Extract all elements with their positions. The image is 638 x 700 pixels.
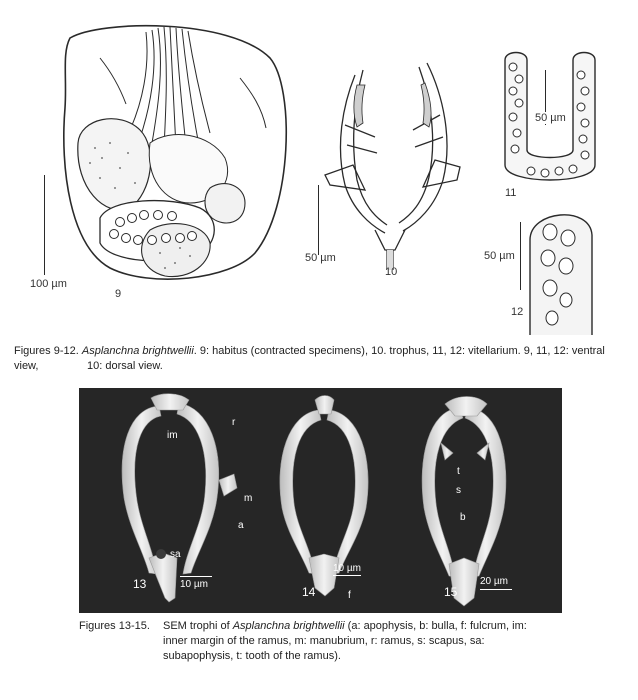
caption-line1-rest: (a: apophysis, b: bulla, f: fulcrum, im: bbox=[347, 620, 527, 632]
panel-label-13: 13 bbox=[133, 577, 147, 591]
scale-bar-20um-fig15 bbox=[480, 589, 512, 590]
scale-bar-100um bbox=[44, 175, 45, 275]
caption-intro: SEM trophi of bbox=[163, 620, 230, 632]
label-inner-margin-13: im bbox=[167, 430, 178, 441]
scale-label-50um-fig10: 50 µm bbox=[305, 252, 336, 264]
panel-label-15: 15 bbox=[444, 585, 458, 599]
panel-label-9: 9 bbox=[115, 288, 122, 300]
caption-line2: inner margin of the ramus, m: manubrium, r: ramus, s: scapus, sa: bbox=[163, 635, 485, 647]
scale-label-20um-fig15: 20 µm bbox=[480, 576, 508, 587]
scale-bar-10um-fig13 bbox=[180, 576, 212, 577]
label-apophysis: a bbox=[238, 520, 244, 531]
caption-text: . 9: habitus (contracted specimens), 10. trophus, 11, 12: vitellarium. 9, 11, 12: ventral view, bbox=[14, 345, 605, 372]
label-tooth: t bbox=[457, 466, 460, 477]
scale-label-10um-fig13: 10 µm bbox=[180, 579, 208, 590]
figure-9-habitus-drawing bbox=[40, 18, 300, 288]
caption-line3: subapophysis, t: tooth of the ramus). bbox=[163, 650, 341, 662]
caption-species-bottom: Asplanchna brightwellii bbox=[232, 620, 345, 632]
panel-label-14: 14 bbox=[302, 585, 316, 599]
label-bulla: b bbox=[460, 512, 466, 523]
panel-label-11: 11 bbox=[505, 187, 517, 199]
caption-figures-13-15 bbox=[163, 619, 573, 664]
caption-line1 bbox=[163, 619, 573, 634]
scale-bar-50um-fig12 bbox=[520, 222, 521, 290]
label-subapophysis: sa bbox=[170, 549, 181, 560]
caption-prefix: Figures 9-12. bbox=[14, 345, 79, 357]
figure-12-vitellarium-drawing bbox=[520, 200, 610, 335]
scale-label-100um: 100 µm bbox=[30, 278, 67, 290]
scale-bar-50um-fig10 bbox=[318, 185, 319, 255]
scale-label-50um-fig11: 50 µm bbox=[535, 112, 566, 124]
caption-figures-9-12-line2: 10: dorsal view. bbox=[87, 360, 163, 372]
caption-species: Asplanchna brightwellii bbox=[81, 345, 194, 357]
panel-label-10: 10 bbox=[385, 266, 398, 278]
label-manubrium: m bbox=[244, 493, 253, 504]
figure-10-trophus-drawing bbox=[305, 55, 485, 275]
label-ramus-13: r bbox=[232, 417, 236, 428]
panel-label-12: 12 bbox=[511, 306, 524, 318]
caption-figures-13-15-prefix: Figures 13-15. bbox=[79, 620, 150, 632]
scale-label-10um-fig14: 10 µm bbox=[333, 563, 361, 574]
label-fulcrum: f bbox=[348, 590, 351, 601]
scale-bar-10um-fig14 bbox=[333, 575, 361, 576]
scale-label-50um-fig12: 50 µm bbox=[484, 250, 515, 262]
label-scapus: s bbox=[456, 485, 461, 496]
